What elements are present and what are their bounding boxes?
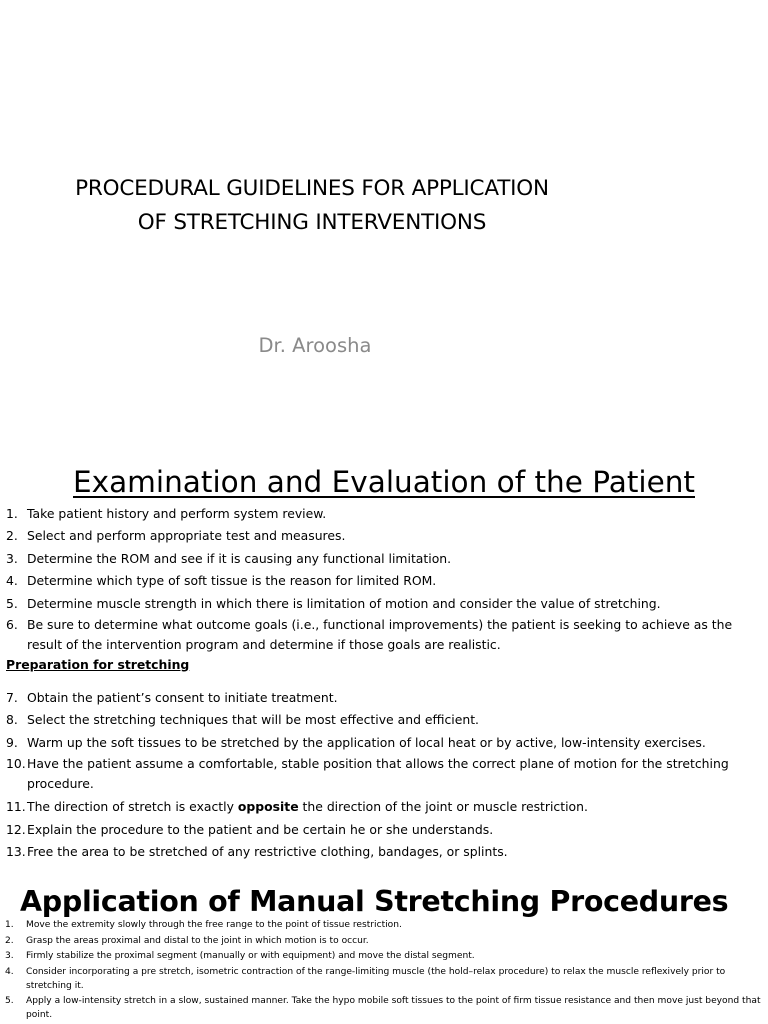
item-number: 13.	[6, 843, 26, 859]
item-text: Firmly stabilize the proximal segment (manually or with equipment) and move the distal segment.	[26, 951, 475, 962]
list-item	[0, 503, 768, 524]
title-line-1: PROCEDURAL GUIDELINES FOR APPLICATION	[75, 176, 549, 201]
list-item	[0, 525, 768, 546]
item-text: Grasp the areas proximal and distal to the joint in which motion is to occur.	[26, 935, 369, 946]
item-text: Take patient history and perform system review.	[27, 506, 327, 521]
item-number: 8.	[6, 712, 18, 728]
slide-title: Examination and Evaluation of the Patient	[73, 465, 695, 499]
presentation-title	[0, 172, 624, 240]
application-slide	[0, 878, 768, 1024]
item-text: Select the stretching techniques that will be most effective and efficient.	[27, 712, 479, 728]
list-item	[0, 615, 768, 656]
item-text-after: the direction of the joint or muscle restriction.	[298, 799, 588, 815]
item-number: 3.	[5, 951, 14, 962]
item-text: Explain the procedure to the patient and be certain he or she understands.	[27, 821, 494, 837]
preparation-list	[0, 687, 768, 863]
list-item	[0, 841, 768, 862]
examination-slide	[0, 455, 768, 860]
list-item	[0, 949, 768, 965]
item-text: Determine which type of soft tissue is the reason for limited ROM.	[27, 573, 437, 589]
list-item	[0, 570, 768, 591]
item-number: 6.	[6, 616, 18, 632]
item-number: 10.	[6, 756, 26, 772]
item-number: 4.	[6, 573, 18, 589]
item-number: 11.	[6, 799, 26, 815]
list-item	[0, 819, 768, 840]
item-number: 5.	[5, 996, 14, 1007]
list-item	[0, 796, 768, 817]
list-item	[0, 918, 768, 934]
list-item	[0, 548, 768, 569]
item-text: Warm up the soft tissues to be stretched by the application of local heat or by active, low-intensity exercises.	[27, 734, 706, 750]
procedure-list	[0, 918, 768, 1024]
item-text: Determine the ROM and see if it is causing any functional limitation.	[27, 550, 452, 566]
examination-list	[0, 503, 768, 657]
title-line-2: OF STRETCHING INTERVENTIONS	[137, 210, 487, 235]
item-number: 1.	[5, 920, 14, 930]
item-number: 2.	[6, 528, 18, 544]
list-item	[0, 732, 768, 753]
author-name: Dr. Aroosha	[258, 334, 372, 357]
list-item	[0, 709, 768, 730]
item-number: 4.	[5, 966, 14, 977]
list-item	[0, 754, 768, 795]
item-number: 5.	[6, 595, 18, 611]
item-text: Obtain the patient’s consent to initiate treatment.	[27, 690, 338, 705]
item-text-before: The direction of stretch is exactly	[27, 799, 238, 815]
item-number: 2.	[5, 935, 14, 946]
item-number: 12.	[6, 821, 26, 837]
item-text: Be sure to determine what outcome goals (i.e., functional improvements) the patient is seeking to achieve as the result of the intervention program and determine if those goals are realistic.	[27, 616, 733, 653]
list-item	[0, 965, 768, 993]
section-subheading: Preparation for stretching	[6, 657, 190, 672]
item-text: Have the patient assume a comfortable, stable position that allows the correct plane of motion for the stretching procedure.	[27, 756, 729, 792]
list-item	[0, 687, 768, 708]
item-number: 1.	[6, 506, 18, 521]
emphasis-text: opposite	[237, 799, 299, 815]
item-text: Move the extremity slowly through the free range to the point of tissue restriction.	[26, 920, 402, 930]
list-item	[0, 934, 768, 950]
item-text: Consider incorporating a pre stretch, isometric contraction of the range-limiting muscle (the hold–relax procedure) to relax the muscle reflexively prior to stretching it.	[26, 966, 726, 991]
item-text: Determine muscle strength in which there is limitation of motion and consider the value of stretching.	[27, 595, 661, 611]
list-item	[0, 994, 768, 1022]
item-text: Apply a low-intensity stretch in a slow, sustained manner. Take the hypo mobile soft tissues to the point of firm tissue resistance and then move just beyond that point.	[26, 996, 761, 1021]
item-number: 7.	[6, 690, 18, 705]
item-number: 9.	[6, 734, 18, 750]
title-slide	[0, 0, 768, 445]
item-number: 3.	[6, 550, 18, 566]
item-text: Free the area to be stretched of any restrictive clothing, bandages, or splints.	[27, 843, 508, 859]
slide-title: Application of Manual Stretching Procedures	[20, 885, 729, 918]
item-text: Select and perform appropriate test and measures.	[27, 528, 346, 544]
list-item	[0, 593, 768, 614]
